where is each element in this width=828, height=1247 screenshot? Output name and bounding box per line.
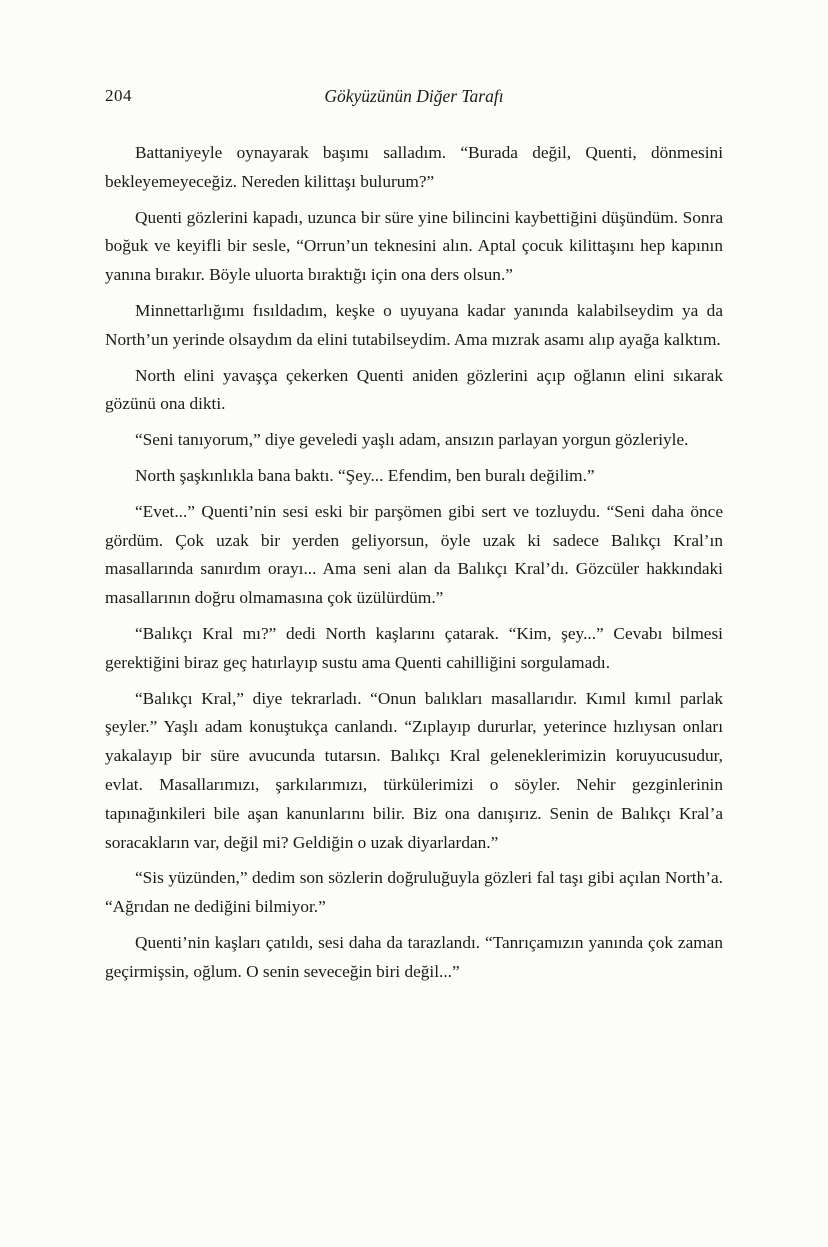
paragraph: Quenti’nin kaşları çatıldı, sesi daha da tarazlandı. “Tanrıçamızın yanında çok zaman geçirmişsin, oğlum. O senin seveceğin biri değil...” bbox=[105, 932, 723, 981]
paragraph: “Seni tanıyorum,” diye geveledi yaşlı adam, ansızın parlayan yorgun gözleriyle. bbox=[135, 430, 689, 450]
paragraph: “Evet...” Quenti’nin sesi eski bir parşömen gibi sert ve tozluydu. “Seni daha önce gördüm. Çok uzak bir yerden geliyorsun, öyle uzak ki sadece Balıkçı Kral’ın masallarında sanırdım orayı... Ama seni alan da Balıkçı Kral’dı. Gözcüler hakkındaki masallarının doğru olmamasına çok üzülürdüm.” bbox=[105, 501, 723, 608]
paragraph: Quenti gözlerini kapadı, uzunca bir süre yine bilincini kaybettiğini düşündüm. Sonra boğuk ve keyifli bir sesle, “Orrun’un teknesini alın. Aptal çocuk kilittaşını hep kapının yanına bırakır. Böyle uluorta bıraktığı için ona ders olsun.” bbox=[105, 207, 723, 285]
paragraph: Minnettarlığımı fısıldadım, keşke o uyuyana kadar yanında kalabilseydim ya da North’un yerinde olsaydım da elini tutabilseydim. Ama mızrak asamı alıp ayağa kalktım. bbox=[105, 300, 723, 349]
paragraph: “Balıkçı Kral,” diye tekrarladı. “Onun balıkları masallarıdır. Kımıl kımıl parlak şeyler.” Yaşlı adam konuştukça canlandı. “Zıplayıp dururlar, yeterince hızlıysan onları yakalayıp bir süre avucunda tutarsın. Balıkçı Kral geleneklerimizin koruyucusudur, evlat. Masallarımızı, şarkılarımızı, türkülerimizi o söyler. Nehir gezginlerinin tapınağınkileri bile aşan kanunlarını bilir. Biz ona danışırız. Senin de Balıkçı Kral’a soracakların var, değil mi? Geldiğin o uzak diyarlardan.” bbox=[105, 688, 723, 852]
paragraph: Battaniyeyle oynayarak başımı salladım. “Burada değil, Quenti, dönmesini bekleyemeyeceğiz. Nereden kilittaşı bulurum?” bbox=[105, 143, 723, 191]
running-head bbox=[105, 86, 723, 112]
running-title: Gökyüzünün Diğer Tarafı bbox=[324, 86, 504, 106]
paragraph: “Balıkçı Kral mı?” dedi North kaşlarını çatarak. “Kim, şey...” Cevabı bilmesi gerektiğini biraz geç hatırlayıp sustu ama Quenti cahilliğini sorgulamadı. bbox=[105, 623, 723, 672]
body-text bbox=[105, 139, 723, 994]
paragraph: North şaşkınlıkla bana baktı. “Şey... Efendim, ben buralı değilim.” bbox=[135, 465, 595, 485]
page-number: 204 bbox=[105, 86, 132, 105]
paragraph: “Sis yüzünden,” dedim son sözlerin doğruluğuyla gözleri fal taşı gibi açılan North’a. “Ağrıdan ne dediğini bilmiyor.” bbox=[105, 868, 723, 917]
paragraph: North elini yavaşça çekerken Quenti aniden gözlerini açıp oğlanın elini sıkarak gözünü ona dikti. bbox=[105, 365, 723, 414]
